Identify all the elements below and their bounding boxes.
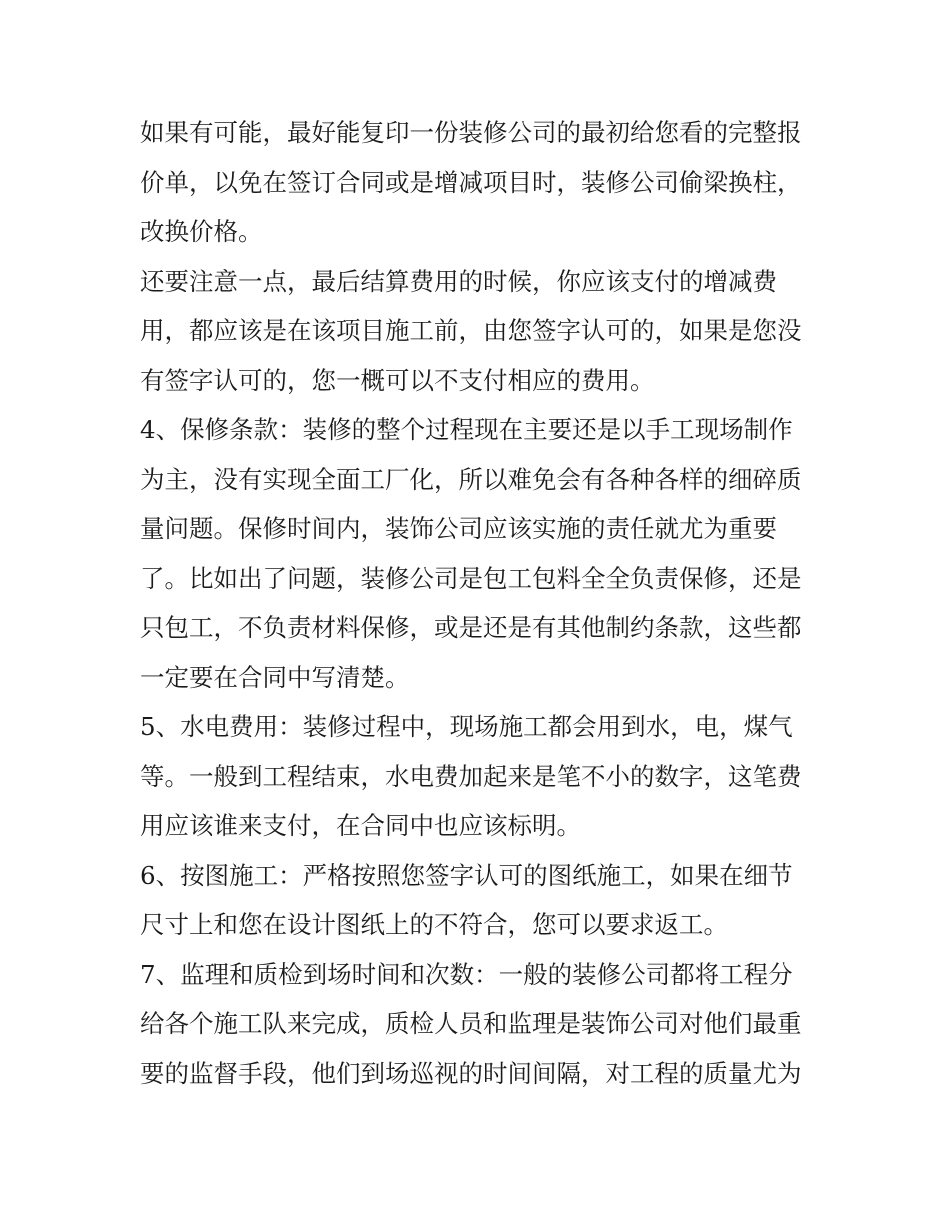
text-line: 为主，没有实现全面工厂化，所以难免会有各种各样的细碎质 [140,464,802,494]
text-line: 用应该谁来支付，在合同中也应该标明。 [140,811,581,840]
text-line: 6、按图施工：严格按照您签字认可的图纸施工，如果在细节 [140,860,793,890]
text-line: 还要注意一点，最后结算费用的时候，你应该支付的增减费 [140,266,777,296]
text-line: 4、保修条款：装修的整个过程现在主要还是以手工现场制作 [140,415,793,444]
text-line: 要的监督手段，他们到场巡视的时间间隔，对工程的质量尤为 [140,1058,802,1088]
text-line: 一定要在合同中写清楚。 [140,662,410,692]
text-line: 价单，以免在签订合同或是增减项目时，装修公司偷梁换柱， [140,167,802,197]
text-line: 只包工，不负责材料保修，或是还是有其他制约条款，这些都 [140,613,802,642]
document-body [140,108,815,1098]
text-line: 等。一般到工程结束，水电费加起来是笔不小的数字，这笔费 [140,761,802,791]
text-line: 7、监理和质检到场时间和次数：一般的装修公司都将工程分 [140,959,793,989]
text-line: 用，都应该是在该项目施工前，由您签字认可的，如果是您没 [140,316,802,345]
text-line: 量问题。保修时间内，装饰公司应该实施的责任就尤为重要 [140,514,777,543]
text-line: 给各个施工队来完成，质检人员和监理是装饰公司对他们最重 [140,1009,802,1038]
text-line: 改换价格。 [140,217,263,246]
text-line: 如果有可能，最好能复印一份装修公司的最初给您看的完整报 [140,118,802,147]
text-line: 5、水电费用：装修过程中，现场施工都会用到水，电，煤气 [140,712,793,741]
text-line: 了。比如出了问题，装修公司是包工包料全全负责保修，还是 [140,563,802,593]
text-line: 有签字认可的，您一概可以不支付相应的费用。 [140,365,655,395]
text-line: 尺寸上和您在设计图纸上的不符合，您可以要求返工。 [140,910,728,939]
